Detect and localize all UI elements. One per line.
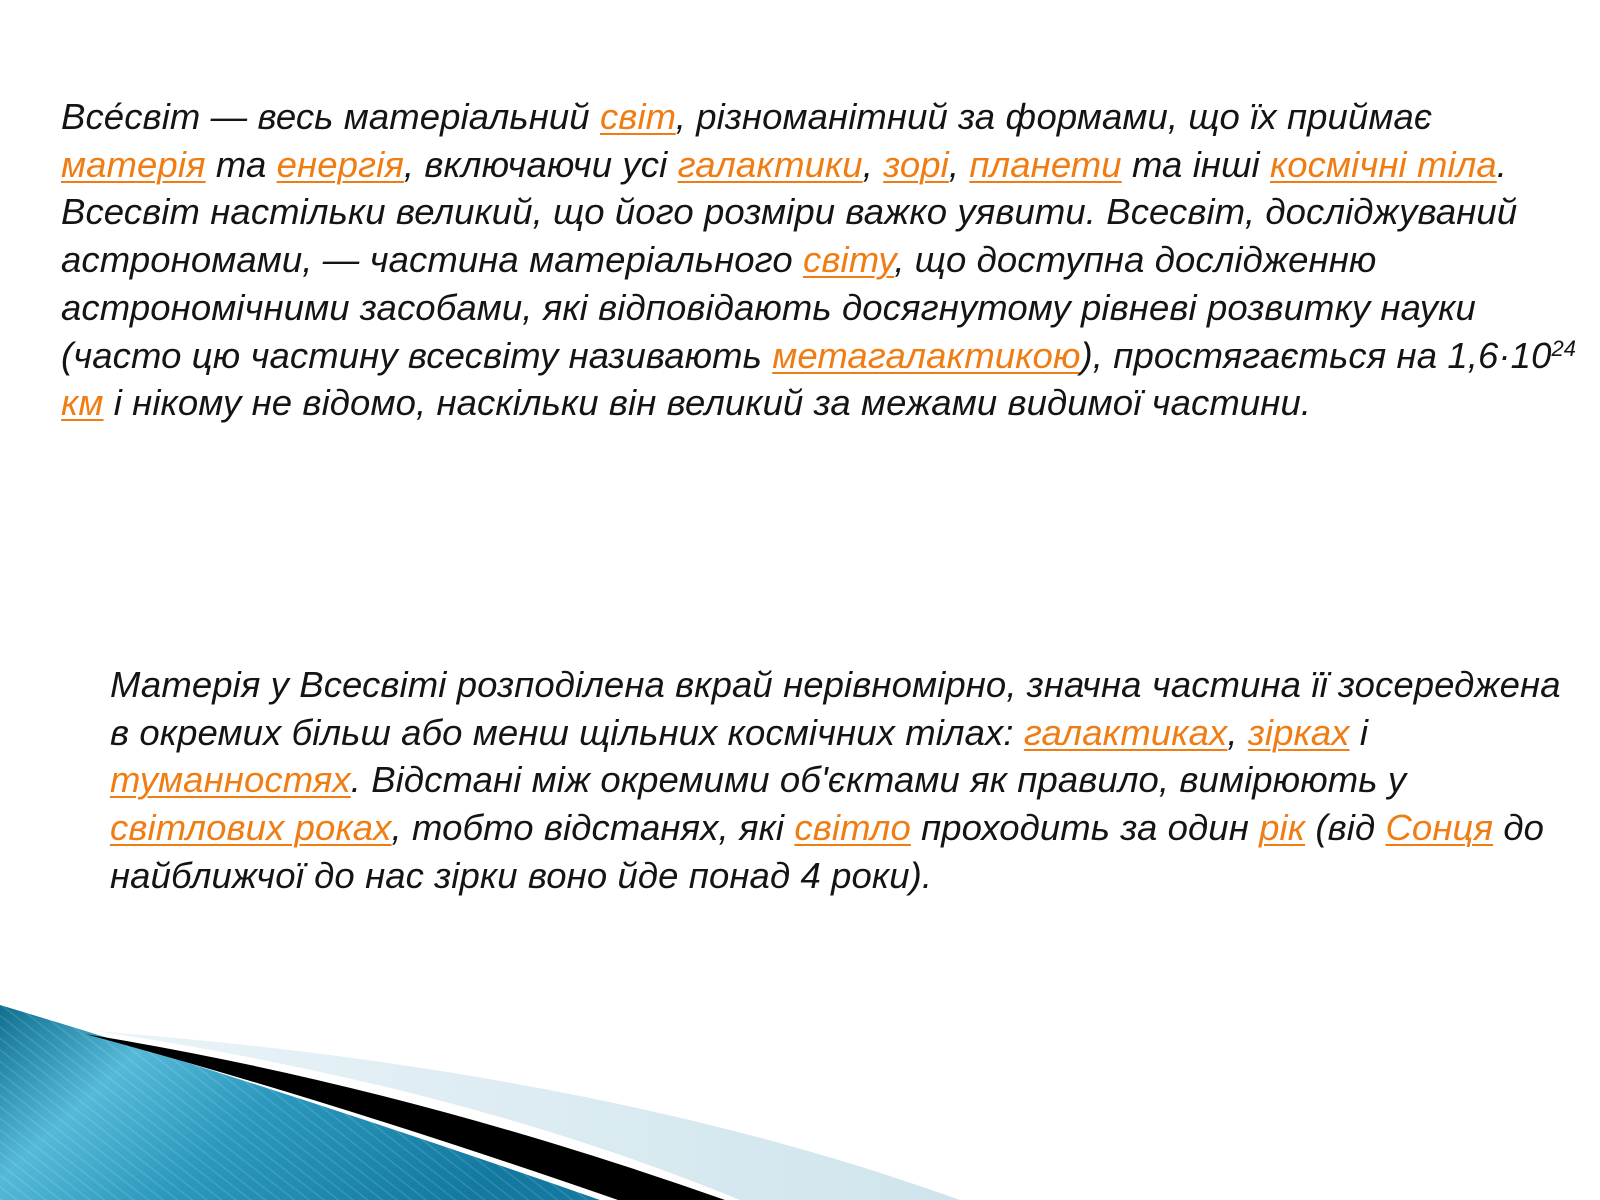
link-zirkakh[interactable]: зірках bbox=[1247, 711, 1350, 753]
link-materiia[interactable]: матерія bbox=[61, 143, 206, 185]
text-segment: ), простягається на 1,6·10 bbox=[1080, 334, 1552, 376]
link-metahalaktyka[interactable]: метагалактикою bbox=[772, 334, 1081, 376]
link-enerhiia[interactable]: енергія bbox=[276, 143, 404, 185]
text-segment: , bbox=[1227, 711, 1248, 753]
text-segment: , bbox=[948, 143, 970, 185]
black-wave-band bbox=[85, 1034, 725, 1200]
link-svit[interactable]: світ bbox=[599, 96, 676, 137]
paragraph-matter-distribution bbox=[110, 661, 1585, 900]
paragraph-universe-definition bbox=[61, 93, 1586, 427]
text-segment: , що доступна дослідженню астрономічними засобами, які відповідають досягнутому рівневі розвитку науки (часто цю частину всесвіту називають bbox=[61, 239, 1476, 376]
link-rik[interactable]: рік bbox=[1259, 807, 1306, 849]
text-segment: , різноманітний за формами, що їх приймає bbox=[675, 96, 1433, 137]
text-segment: проходить за один bbox=[910, 807, 1260, 849]
link-planety[interactable]: планети bbox=[969, 143, 1122, 185]
text-segment: та інші bbox=[1121, 143, 1270, 185]
link-tumannostiakh[interactable]: туманностях bbox=[110, 759, 351, 801]
link-zori[interactable]: зорі bbox=[883, 143, 949, 185]
teal-wave-band bbox=[0, 1005, 600, 1200]
link-svitu[interactable]: світу bbox=[803, 239, 895, 281]
text-segment: (від bbox=[1305, 807, 1386, 849]
text-segment: і bbox=[1349, 711, 1369, 753]
text-segment: до найближчої до нас зірки воно йде понад 4 роки). bbox=[110, 807, 1545, 896]
text-segment: Матерія у Всесвіті розподілена вкрай нерівномірно, значна частина її зосереджена в окремих більш або менш щільних космічних тілах: bbox=[110, 664, 1561, 753]
teal-wave-texture bbox=[0, 1005, 600, 1200]
text-segment: , bbox=[862, 143, 884, 185]
link-halaktykakh[interactable]: галактиках bbox=[1023, 711, 1228, 753]
text-segment: і нікому не відомо, наскільки він великий за межами видимої частини. bbox=[103, 382, 1312, 424]
exponent: 24 bbox=[1551, 336, 1577, 362]
text-segment: , тобто відстанях, які bbox=[391, 807, 795, 849]
link-kosmichni-tila[interactable]: космічні тіла bbox=[1269, 143, 1497, 185]
link-km[interactable]: км bbox=[61, 382, 104, 424]
text-segment: . Відстані між окремими об'єктами як правило, вимірюють у bbox=[350, 759, 1407, 801]
text-segment: Все́світ — весь матеріальний bbox=[61, 96, 600, 137]
text-segment: , включаючи усі bbox=[403, 143, 678, 185]
link-svitlovykh-rokakh[interactable]: світлових роках bbox=[110, 807, 392, 849]
link-svitlo[interactable]: світло bbox=[794, 807, 911, 849]
link-halaktyky[interactable]: галактики bbox=[677, 143, 863, 185]
text-segment: . Всесвіт настільки великий, що його розміри важко уявити. Всесвіт, досліджуваний астрономами, — частина матеріального bbox=[61, 143, 1518, 281]
text-segment: та bbox=[205, 143, 277, 185]
link-sontsia[interactable]: Сонця bbox=[1385, 807, 1494, 849]
light-wave-band bbox=[95, 1031, 960, 1200]
